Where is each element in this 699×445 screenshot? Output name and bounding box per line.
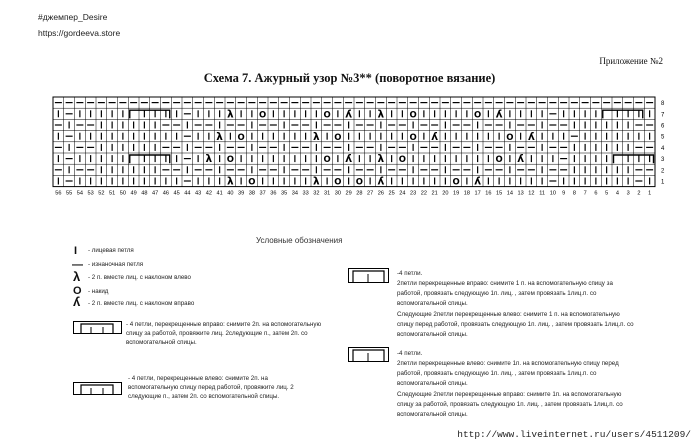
legend-r-a-6: спицу перед работой, провязать следующую 1п. лиц. , затем провязать 1лиц.п. со (397, 321, 634, 328)
column-label: 10 (549, 190, 556, 197)
column-label: 16 (485, 190, 492, 197)
legend-r-b-3: работой, провязать следующую 1п. лиц. , затем провязать 1лиц.п. со (397, 370, 597, 377)
column-label: 44 (184, 190, 191, 197)
k2tog-right-mark: ʎ (474, 175, 482, 188)
footer-url[interactable]: http://www.liveinternet.ru/users/4511209/ (457, 429, 691, 440)
k2tog-left-icon: λ (73, 269, 81, 284)
column-label: 31 (324, 190, 331, 197)
column-label: 28 (356, 190, 363, 197)
cable-4-left-small-icon (348, 347, 390, 363)
column-label: 1 (648, 190, 652, 197)
column-label: 29 (345, 190, 352, 197)
legend-cable-right-1: - 4 петли, перекрещенные вправо: снимите 2п. на вспомогательную (126, 321, 322, 328)
k2tog-right-mark: ʎ (495, 108, 503, 121)
column-label: 6 (594, 190, 598, 197)
yarnover-mark: O (237, 132, 245, 143)
k2tog-left-mark: λ (377, 153, 385, 166)
column-label: 55 (66, 190, 73, 197)
legend-r-a-3: работой, провязать следующую 1п. лиц. , затем провязать 1лиц.п. со (397, 290, 597, 297)
k2tog-right-mark: ʎ (345, 153, 353, 166)
column-label: 17 (474, 190, 481, 197)
column-label: 51 (109, 190, 116, 197)
k2tog-left-mark: λ (377, 108, 385, 121)
yarnover-mark: O (398, 155, 406, 166)
k2tog-left-mark: λ (313, 175, 320, 188)
cable-4-right-small-icon (348, 268, 390, 284)
yarnover-icon: O (73, 285, 82, 297)
column-label: 52 (98, 190, 105, 197)
column-label: 25 (388, 190, 395, 197)
column-label: 9 (562, 190, 566, 197)
column-label: 12 (528, 190, 535, 197)
legend-r-b-4: вспомогательной спицы. (397, 380, 468, 387)
row-label: 3 (661, 157, 665, 164)
legend-k2tog-right: - 2 п. вместе лиц. с наклоном вправо (88, 300, 195, 307)
column-label: 7 (583, 190, 587, 197)
column-label: 38 (248, 190, 255, 197)
yarnover-mark: O (323, 155, 331, 166)
column-label: 20 (442, 190, 449, 197)
column-label: 48 (141, 190, 148, 197)
legend-r-a-2: 2петли перекрещенные вправо: снимите 1 п. на вспомогательную спицу за (397, 280, 613, 287)
legend-r-b-7: вспомогательной спицы. (397, 411, 468, 418)
legend-r-a-4: вспомогательной спицы. (397, 300, 468, 307)
column-label: 11 (539, 190, 546, 197)
column-label: 50 (119, 190, 126, 197)
column-label: 35 (281, 190, 288, 197)
column-label: 14 (506, 190, 513, 197)
column-label: 40 (227, 190, 234, 197)
yarnover-mark: O (334, 132, 342, 143)
knit-symbol-icon: I (74, 245, 78, 257)
k2tog-right-mark: ʎ (345, 108, 353, 121)
column-label: 54 (76, 190, 83, 197)
legend-r-b-5: Следующие 2петли перекрещенные вправо: снимите 1п. на вспомогательную (397, 391, 622, 398)
row-label: 2 (661, 168, 665, 175)
column-label: 24 (399, 190, 406, 197)
column-label: 21 (431, 190, 438, 197)
column-label: 37 (259, 190, 266, 197)
column-label: 15 (496, 190, 503, 197)
knitting-chart (0, 0, 699, 220)
yarnover-mark: O (323, 110, 331, 121)
legend-k2tog-left: - 2 п. вместе лиц. с наклоном влево (88, 274, 191, 281)
k2tog-right-mark: ʎ (431, 130, 439, 143)
yarnover-mark: O (248, 177, 256, 188)
k2tog-right-mark: ʎ (517, 153, 525, 166)
k2tog-right-icon: ʎ (73, 294, 81, 309)
column-label: 43 (195, 190, 202, 197)
row-label: 7 (661, 112, 665, 119)
column-label: 41 (216, 190, 223, 197)
k2tog-left-mark: λ (227, 108, 234, 121)
column-label: 27 (367, 190, 374, 197)
column-label: 47 (152, 190, 159, 197)
yarnover-mark: O (226, 155, 234, 166)
cable-right-icon (73, 321, 123, 335)
row-label: 6 (661, 123, 665, 130)
legend-cable-left-1: - 4 петли, перекрещенные влево: снимите 2п. на (128, 375, 268, 382)
k2tog-right-mark: ʎ (377, 175, 385, 188)
legend-cable-left-2: вспомогательную спицу перед работой, провяжите лиц. 2 (128, 384, 294, 391)
appendix-label: Приложение №2 (599, 56, 663, 66)
row-label: 8 (661, 101, 665, 108)
legend-r-b-2: 2петли перекрещенные влево: снимите 1п. на вспомогательную спицу перед (397, 360, 619, 367)
row-label: 1 (661, 179, 665, 186)
column-label: 56 (55, 190, 62, 197)
column-label: 18 (463, 190, 470, 197)
row-label: 5 (661, 134, 665, 141)
column-label: 26 (377, 190, 384, 197)
k2tog-left-mark: λ (313, 130, 320, 143)
legend-knit: - лицевая петля (88, 247, 134, 254)
k2tog-left-mark: λ (205, 153, 213, 166)
column-label: 23 (410, 190, 417, 197)
legend-r-b-6: спицу за работой, провязать следующую 1п. лиц. , затем провязать 1лиц.п. со (397, 401, 623, 408)
k2tog-left-mark: λ (216, 130, 223, 143)
legend-title: Условные обозначения (256, 236, 343, 245)
legend-cable-right-3: вспомогательной спицы. (126, 339, 197, 346)
k2tog-left-mark: λ (227, 175, 234, 188)
hashtag-text: #джемпер_Desire (38, 12, 108, 22)
yarnover-mark: O (259, 110, 267, 121)
legend-cable-left-3: следующие п., затем 2п. со вспомогательной спицы. (128, 393, 280, 400)
column-label: 3 (626, 190, 630, 197)
legend-r-a-7: вспомогательной спицы. (397, 331, 468, 338)
row-label: 4 (661, 145, 665, 152)
column-label: 46 (162, 190, 169, 197)
column-label: 53 (87, 190, 94, 197)
column-label: 19 (453, 190, 460, 197)
legend-yarnover: - накид (88, 288, 109, 295)
column-label: 8 (572, 190, 576, 197)
yarnover-mark: O (409, 132, 417, 143)
column-label: 22 (420, 190, 427, 197)
column-label: 33 (302, 190, 309, 197)
yarnover-mark: O (495, 155, 503, 166)
legend-purl: - изнаночная петля (88, 261, 144, 268)
column-label: 49 (130, 190, 137, 197)
column-label: 42 (205, 190, 212, 197)
legend-r-a-5: Следующие 2петли перекрещенные влево: снимите 1 п. на вспомогательную (397, 311, 620, 318)
yarnover-mark: O (452, 177, 460, 188)
column-label: 34 (291, 190, 298, 197)
column-label: 5 (605, 190, 609, 197)
yarnover-mark: O (334, 177, 342, 188)
column-label: 39 (238, 190, 245, 197)
column-label: 36 (270, 190, 277, 197)
column-label: 2 (637, 190, 641, 197)
legend-r-a-1: -4 петли. (397, 270, 423, 277)
column-label: 4 (615, 190, 619, 197)
legend-cable-right-2: спицу за работой, провяжите лиц. 2следующие п., затем 2п. со (126, 330, 308, 337)
purl-symbol-icon: — (72, 259, 83, 271)
column-label: 45 (173, 190, 180, 197)
site-link[interactable]: https://gordeeva.store (38, 28, 121, 38)
k2tog-right-mark: ʎ (527, 130, 535, 143)
yarnover-mark: O (474, 110, 482, 121)
column-label: 32 (313, 190, 320, 197)
page-title: Схема 7. Ажурный узор №3** (поворотное вязание) (203, 71, 496, 85)
column-label: 30 (334, 190, 341, 197)
yarnover-mark: O (409, 110, 417, 121)
column-label: 13 (517, 190, 524, 197)
yarnover-mark: O (506, 132, 514, 143)
legend-r-b-1: -4 петли. (397, 350, 423, 357)
yarnover-mark: O (355, 177, 363, 188)
cable-left-icon (73, 382, 123, 396)
